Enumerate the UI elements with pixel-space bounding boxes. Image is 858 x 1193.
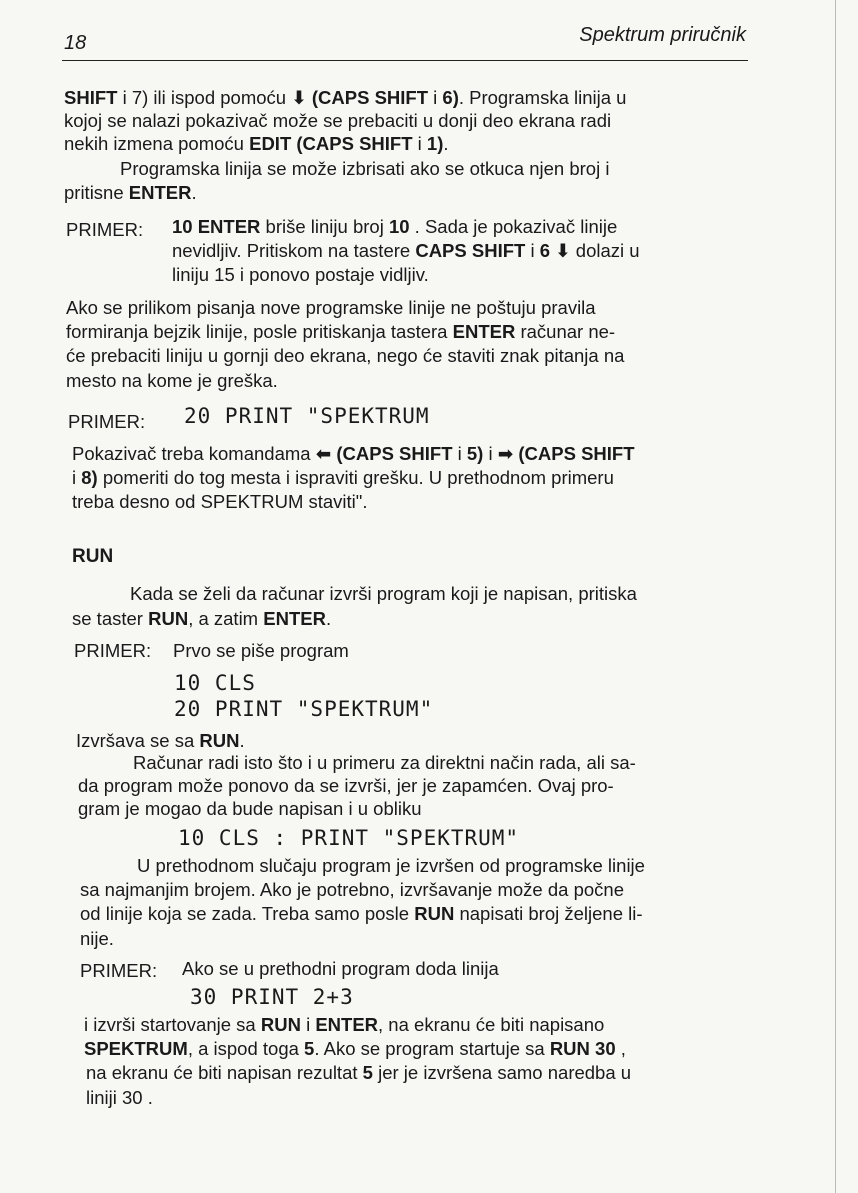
text-line: 10 ENTER briše liniju broj 10 . Sada je pokazivač linije [172,216,618,237]
text-line: nekih izmena pomoću EDIT (CAPS SHIFT i 1). [64,133,449,154]
text-line: SPEKTRUM, a ispod toga 5. Ako se program startuje sa RUN 30 , [84,1038,626,1059]
page-number: 18 [64,32,87,54]
text-line: liniju 15 i ponovo postaje vidljiv. [172,264,429,285]
text-line: gram je mogao da bude napisan i u obliku [78,798,422,819]
code-line: 10 CLS : PRINT "SPEKTRUM" [178,826,520,850]
text-line: kojoj se nalazi pokazivač može se prebaciti u donji deo ekrana radi [64,110,612,131]
text-line: nevidljiv. Pritiskom na tastere CAPS SHIFT i 6 ⬇ dolazi u [172,240,640,261]
text-line: mesto na kome je greška. [66,370,278,391]
text-line: treba desno od SPEKTRUM staviti". [72,491,368,512]
example-label: PRIMER: [74,640,152,661]
text-line: pritisne ENTER. [64,182,197,203]
code-line: 10 CLS [174,671,256,695]
text-line: će prebaciti liniju u gornji deo ekrana, nego će staviti znak pitanja na [66,345,625,366]
text-line: Računar radi isto što i u primeru za direktni način rada, ali sa- [133,752,636,773]
text-line: SHIFT i 7) ili ispod pomoću ⬇ (CAPS SHIFT i 6). Programska linija u [64,87,627,108]
section-heading: RUN [72,546,114,567]
text-line: sa najmanjim brojem. Ako je potrebno, izvršavanje može da počne [80,879,624,900]
text-line: formiranja bejzik linije, posle pritiskanja tastera ENTER računar ne- [66,321,616,342]
example-label: PRIMER: [80,960,158,981]
text-line: Pokazivač treba komandama ⬅ (CAPS SHIFT i 5) i ➡ (CAPS SHIFT [72,443,635,464]
text-line: i 8) pomeriti do tog mesta i ispraviti grešku. U prethodnom primeru [72,467,614,488]
header-rule [62,60,748,61]
page-edge [835,0,836,1193]
text-line: U prethodnom slučaju program je izvršen od programske linije [137,855,645,876]
code-line: 30 PRINT 2+3 [190,985,354,1009]
running-title: Spektrum priručnik [579,24,746,46]
text-line: Kada se želi da računar izvrši program koji je napisan, pritiska [130,583,637,604]
text-line: Ako se u prethodni program doda linija [182,958,499,979]
text-line: se taster RUN, a zatim ENTER. [72,608,332,629]
text-line: Ako se prilikom pisanja nove programske linije ne poštuju pravila [66,297,596,318]
text-line: liniji 30 . [86,1087,153,1108]
text-line: i izvrši startovanje sa RUN i ENTER, na ekranu će biti napisano [84,1014,605,1035]
text-line: Programska linija se može izbrisati ako se otkuca njen broj i [120,158,610,179]
text-line: Izvršava se sa RUN. [76,730,245,751]
code-line: 20 PRINT "SPEKTRUM [184,404,430,428]
text-line: od linije koja se zada. Treba samo posle RUN napisati broj željene li- [80,903,643,924]
text-line: da program može ponovo da se izvrši, jer je zapamćen. Ovaj pro- [78,775,614,796]
text-line: Prvo se piše program [173,640,349,661]
text-line: na ekranu će biti napisan rezultat 5 jer je izvršena samo naredba u [86,1062,632,1083]
code-line: 20 PRINT "SPEKTRUM" [174,697,434,721]
example-label: PRIMER: [66,219,144,240]
example-label: PRIMER: [68,411,146,432]
text-line: nije. [80,928,114,949]
